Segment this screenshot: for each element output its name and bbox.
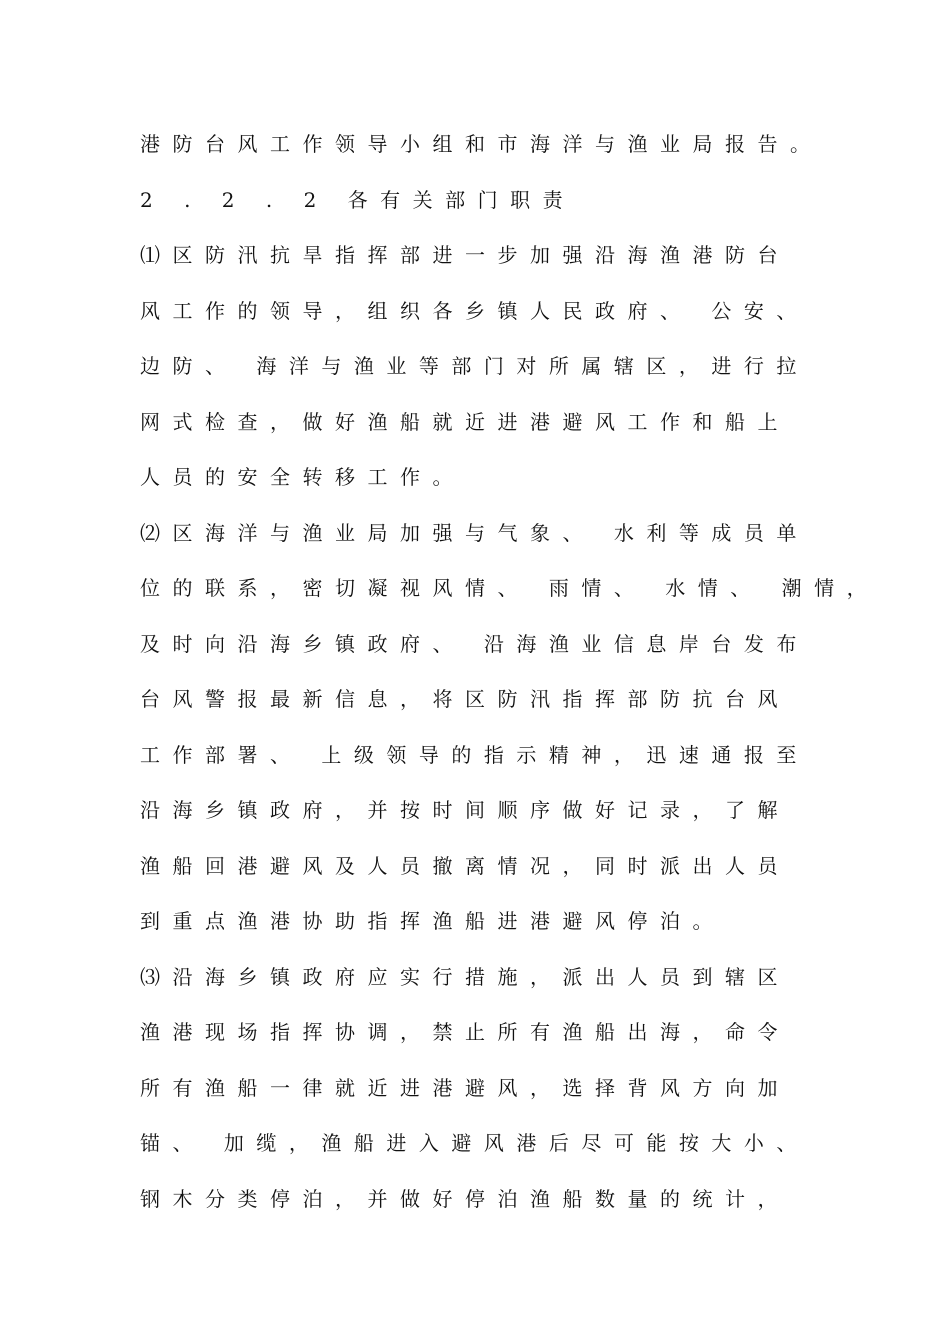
- body-text: [140, 124, 880, 1234]
- text-line-17: 渔港现场指挥协调，禁止所有渔船出海，命令: [140, 1020, 790, 1044]
- text-line-14: 渔船回港避风及人员撤离情况，同时派出人员: [140, 853, 790, 878]
- text-line-19: 锚、 加缆，渔船进入避风港后尽可能按大小、: [140, 1131, 809, 1155]
- text-line-16: ⑶沿海乡镇政府应实行措施，派出人员到辖区: [140, 964, 790, 989]
- text-line-20: 钢木分类停泊，并做好停泊渔船数量的统计，: [140, 1186, 790, 1211]
- text-line-18: 所有渔船一律就近进港避风，选择背风方向加: [140, 1075, 790, 1100]
- text-line-15: 到重点渔港协助指挥渔船进港避风停泊。: [140, 909, 725, 933]
- section-heading-2-2-2: 2 . 2 . 2 各有关部门职责: [140, 187, 576, 212]
- text-line-4: 风工作的领导，组织各乡镇人民政府、 公安、: [140, 298, 809, 323]
- text-line-5: 边防、 海洋与渔业等部门对所属辖区，进行拉: [140, 354, 809, 378]
- text-line-13: 沿海乡镇政府，并按时间顺序做好记录，了解: [140, 798, 790, 822]
- text-line-8: ⑵区海洋与渔业局加强与气象、 水利等成员单: [140, 520, 809, 545]
- text-line-12: 工作部署、 上级领导的指示精神，迅速通报至: [140, 742, 809, 767]
- text-line-6: 网式检查，做好渔船就近进港避风工作和船上: [140, 409, 790, 434]
- text-line-10: 及时向沿海乡镇政府、 沿海渔业信息岸台发布: [140, 631, 809, 656]
- text-line-11: 台风警报最新信息，将区防汛指挥部防抗台风: [140, 687, 790, 711]
- text-line-3: ⑴区防汛抗旱指挥部进一步加强沿海渔港防台: [140, 243, 790, 267]
- text-line-1: 港防台风工作领导小组和市海洋与渔业局报告。: [140, 132, 823, 156]
- text-line-7: 人员的安全转移工作。: [140, 465, 465, 489]
- text-line-9: 位的联系，密切凝视风情、 雨情、 水情、 潮情，: [140, 576, 880, 600]
